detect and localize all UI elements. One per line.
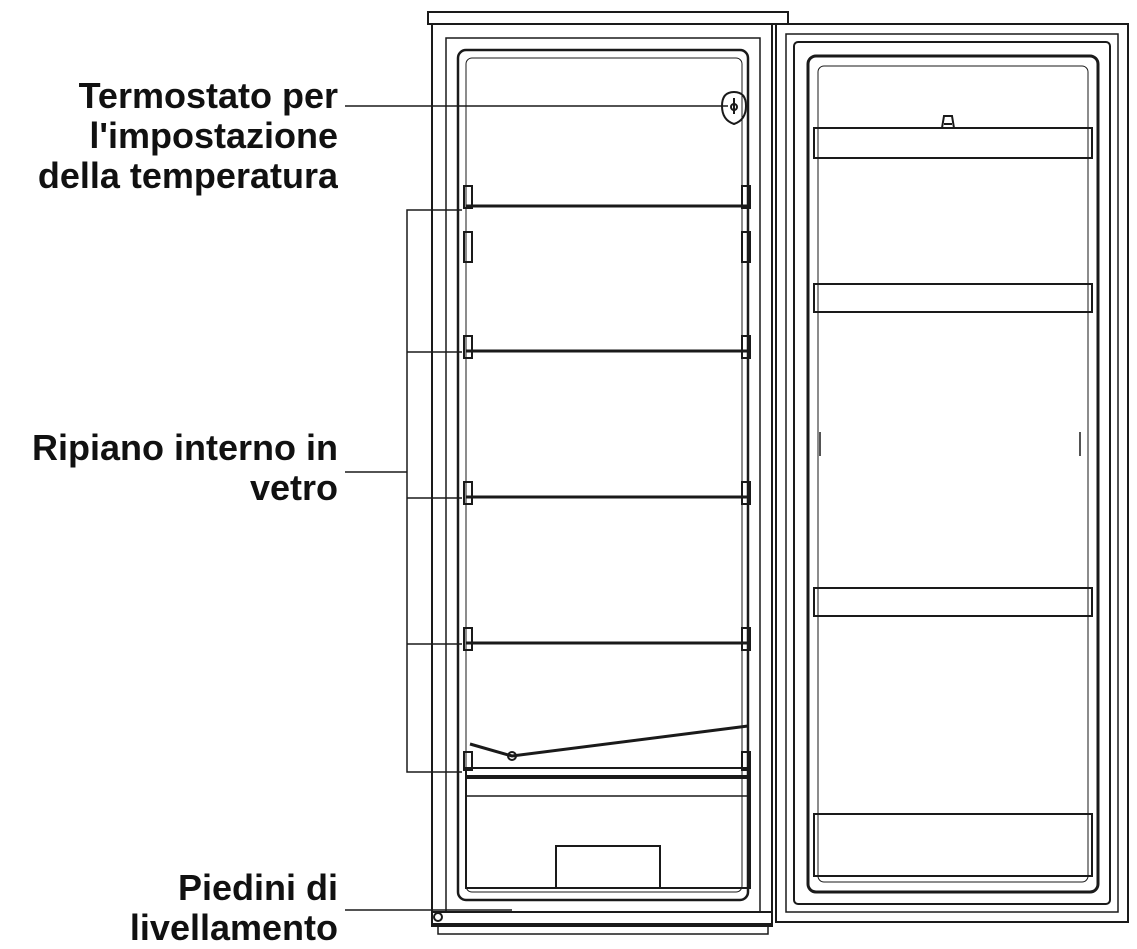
cabinet-top [428,12,788,24]
label-leveling-feet-line-2: livellamento [129,907,338,948]
base-plinth [438,926,768,934]
leader-shelf-bracket [407,210,462,772]
fridge-door [776,24,1128,922]
door-balcony-3 [814,588,1092,616]
door-frame [786,34,1118,912]
door-balcony-4 [814,814,1092,876]
crisper [466,726,750,888]
cabinet-body [432,24,772,924]
door-liner [808,56,1098,892]
drawer-handle [556,846,660,888]
shelf-supports [464,186,750,770]
door-light-icon [942,116,954,128]
door-gasket [794,42,1110,904]
door-balcony-1 [814,128,1092,158]
cabinet-inner-wall [446,38,760,912]
cabinet-liner-inner [466,58,742,892]
leveling-foot-icon [434,913,442,921]
crisper-shelf [466,768,750,776]
leader-lines [345,106,728,910]
label-thermostat-line-1: Termostato per [78,76,338,116]
glass-shelves [466,206,750,643]
door-liner-inner [818,66,1088,882]
crisper-drawer [466,778,750,888]
label-glass-shelf-line-2: vetro [249,467,338,508]
cabinet-liner [458,50,748,900]
label-thermostat-line-2: l'impostazione [89,115,338,156]
label-glass-shelf-line-1: Ripiano interno in [32,428,338,468]
label-leveling-feet-line-1: Piedini di [177,868,338,908]
label-thermostat-line-3: della temperatura [37,155,338,196]
door-balcony-2 [814,284,1092,312]
